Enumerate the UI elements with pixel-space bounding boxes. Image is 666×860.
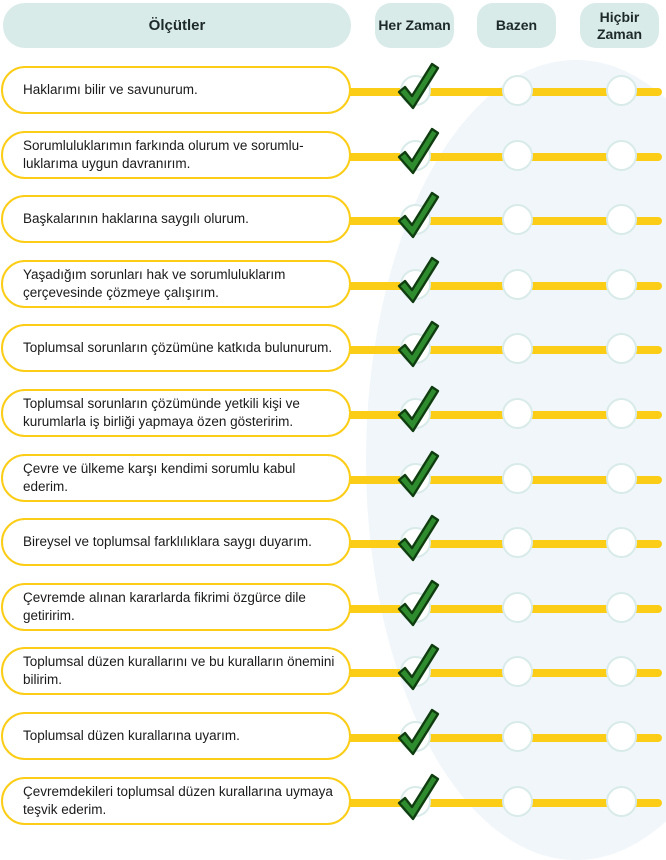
option-circle-never[interactable] <box>606 269 637 300</box>
check-icon <box>396 252 440 306</box>
option-circle-never[interactable] <box>606 786 637 817</box>
criteria-text: Toplumsal düzen kurallarını ve bu kuralların önemini bilirim. <box>1 647 351 695</box>
criteria-text: Sorumluluklarımın farkında olurum ve sorumlu-luklarıma uygun davranırım. <box>1 131 351 179</box>
option-circle-sometimes[interactable] <box>502 721 533 752</box>
option-circle-sometimes[interactable] <box>502 75 533 106</box>
header-sometimes: Bazen <box>477 3 556 48</box>
check-icon <box>396 575 440 629</box>
criteria-text: Toplumsal düzen kurallarına uyarım. <box>1 712 351 760</box>
option-circle-sometimes[interactable] <box>502 656 533 687</box>
criteria-row <box>0 131 666 183</box>
option-circle-sometimes[interactable] <box>502 527 533 558</box>
criteria-row <box>0 647 666 699</box>
criteria-row <box>0 324 666 376</box>
criteria-row <box>0 518 666 570</box>
criteria-text: Bireysel ve toplumsal farklılıklara saygı duyarım. <box>1 518 351 566</box>
criteria-row <box>0 66 666 118</box>
check-icon <box>396 316 440 370</box>
criteria-text: Çevremde alınan kararlarda fikrimi özgürce dile getiririm. <box>1 583 351 631</box>
option-circle-sometimes[interactable] <box>502 269 533 300</box>
option-circle-sometimes[interactable] <box>502 333 533 364</box>
criteria-text: Toplumsal sorunların çözümünde yetkili kişi ve kurumlarla iş birliği yapmaya özen gösteririm. <box>1 389 351 437</box>
check-icon <box>396 510 440 564</box>
header-always: Her Zaman <box>375 3 454 48</box>
option-circle-never[interactable] <box>606 398 637 429</box>
header-never: Hiçbir Zaman <box>580 3 659 48</box>
criteria-row <box>0 195 666 247</box>
check-icon <box>396 187 440 241</box>
option-circle-never[interactable] <box>606 204 637 235</box>
option-circle-never[interactable] <box>606 75 637 106</box>
check-icon <box>396 769 440 823</box>
option-circle-never[interactable] <box>606 463 637 494</box>
header-criteria: Ölçütler <box>3 3 351 48</box>
option-circle-never[interactable] <box>606 721 637 752</box>
check-icon <box>396 381 440 435</box>
criteria-row <box>0 583 666 635</box>
check-icon <box>396 123 440 177</box>
check-icon <box>396 58 440 112</box>
option-circle-never[interactable] <box>606 527 637 558</box>
option-circle-sometimes[interactable] <box>502 140 533 171</box>
criteria-text: Çevre ve ülkeme karşı kendimi sorumlu kabul ederim. <box>1 454 351 502</box>
criteria-row <box>0 454 666 506</box>
criteria-text: Yaşadığım sorunları hak ve sorumluluklarım çerçevesinde çözmeye çalışırım. <box>1 260 351 308</box>
criteria-row <box>0 389 666 441</box>
check-icon <box>396 446 440 500</box>
criteria-text: Başkalarının haklarına saygılı olurum. <box>1 195 351 243</box>
criteria-row <box>0 712 666 764</box>
criteria-text: Çevremdekileri toplumsal düzen kurallarına uymaya teşvik ederim. <box>1 777 351 825</box>
criteria-row <box>0 777 666 829</box>
option-circle-never[interactable] <box>606 656 637 687</box>
criteria-text: Haklarımı bilir ve savunurum. <box>1 66 351 114</box>
option-circle-never[interactable] <box>606 333 637 364</box>
option-circle-never[interactable] <box>606 592 637 623</box>
check-icon <box>396 704 440 758</box>
criteria-row <box>0 260 666 312</box>
option-circle-sometimes[interactable] <box>502 204 533 235</box>
option-circle-sometimes[interactable] <box>502 786 533 817</box>
option-circle-sometimes[interactable] <box>502 463 533 494</box>
check-icon <box>396 639 440 693</box>
criteria-text: Toplumsal sorunların çözümüne katkıda bulunurum. <box>1 324 351 372</box>
option-circle-sometimes[interactable] <box>502 592 533 623</box>
option-circle-never[interactable] <box>606 140 637 171</box>
option-circle-sometimes[interactable] <box>502 398 533 429</box>
